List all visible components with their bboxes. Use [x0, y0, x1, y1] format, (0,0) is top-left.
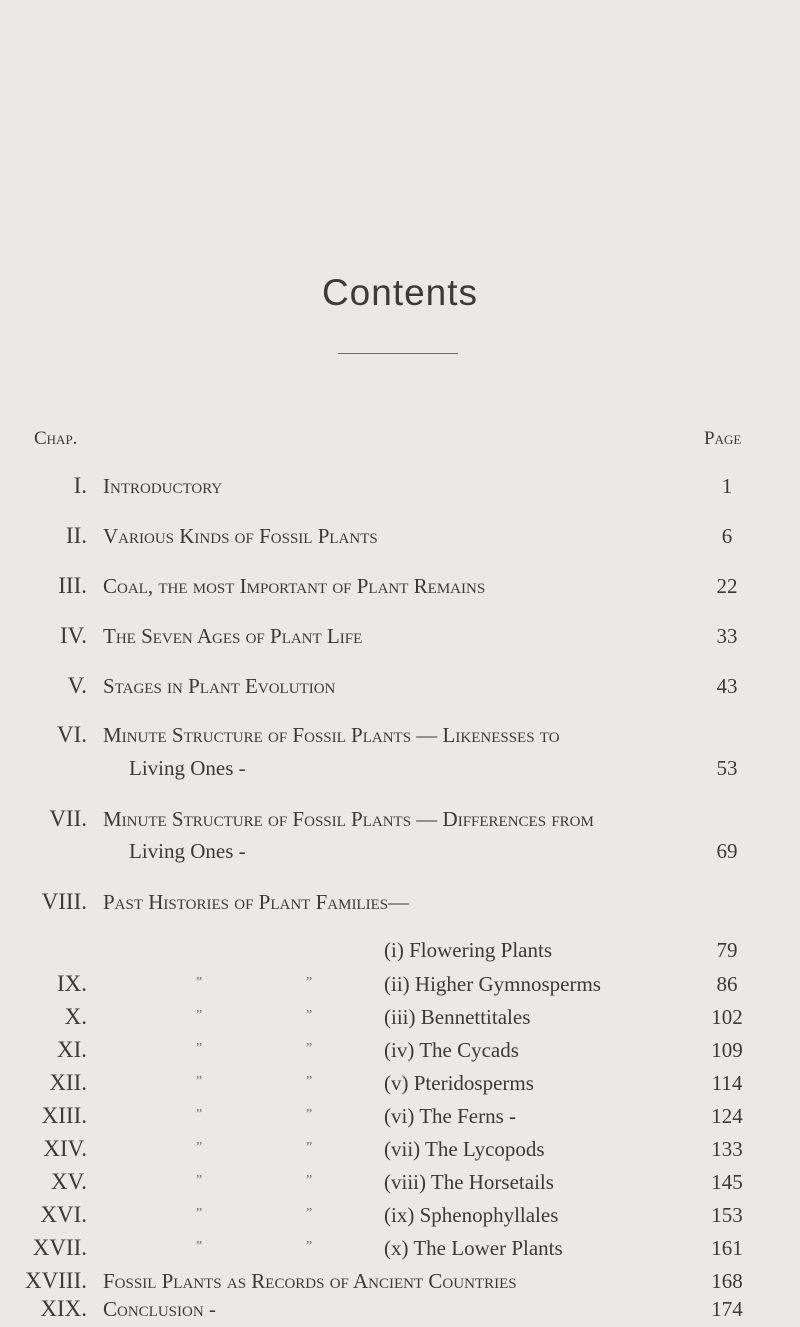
chapter-title[interactable]: (viii) The Horsetails: [384, 1170, 554, 1194]
ditto-mark: ”: [196, 1140, 203, 1155]
ditto-mark: ”: [306, 1206, 313, 1221]
chapter-title[interactable]: Minute Structure of Fossil Plants — Differences from: [103, 807, 594, 831]
chapter-number: IX.: [56, 971, 87, 996]
page-number: 168: [711, 1269, 743, 1293]
family-subtitle: (i) Flowering Plants: [384, 938, 552, 962]
page-number: 1: [721, 474, 733, 498]
page-number: 33: [716, 624, 738, 648]
chapter-number: XIII.: [41, 1103, 87, 1128]
page-number: 109: [711, 1038, 743, 1062]
chapter-number: XVI.: [40, 1202, 87, 1227]
ditto-mark: ”: [196, 1173, 203, 1188]
chapter-title[interactable]: (ix) Sphenophyllales: [384, 1203, 559, 1227]
chapter-number: XV.: [50, 1169, 87, 1194]
page-number: 153: [711, 1203, 743, 1227]
page-number: 174: [711, 1297, 743, 1321]
ditto-mark: ”: [306, 1041, 313, 1056]
chapter-title[interactable]: (iii) Bennettitales: [384, 1005, 531, 1029]
chapter-title[interactable]: (x) The Lower Plants: [384, 1236, 563, 1260]
ditto-mark: ”: [306, 1008, 313, 1023]
chapter-number: VII.: [49, 806, 87, 831]
chapter-title[interactable]: Various Kinds of Fossil Plants: [103, 524, 378, 548]
page-number: 114: [711, 1071, 743, 1095]
chapter-title[interactable]: (iv) The Cycads: [384, 1038, 519, 1062]
page-number: 102: [711, 1005, 743, 1029]
page-number: 161: [711, 1236, 743, 1260]
chapter-title[interactable]: Stages in Plant Evolution: [103, 674, 336, 698]
chapter-title-continuation: Living Ones -: [129, 756, 246, 780]
ditto-mark: ”: [196, 1239, 203, 1254]
chapter-title[interactable]: Minute Structure of Fossil Plants — Likenesses to: [103, 723, 560, 747]
ditto-mark: ”: [196, 1206, 203, 1221]
page-number: 53: [716, 756, 738, 780]
ditto-mark: ”: [196, 975, 203, 990]
chapter-title[interactable]: Introductory: [103, 474, 223, 498]
title-rule: [338, 353, 458, 354]
page-number: 133: [711, 1137, 743, 1161]
chapter-title[interactable]: Coal, the most Important of Plant Remains: [103, 574, 486, 598]
chapter-number: XVIII.: [25, 1268, 87, 1293]
chapter-title[interactable]: Conclusion -: [103, 1297, 216, 1321]
chapter-title[interactable]: Past Histories of Plant Families—: [103, 890, 410, 914]
ditto-mark: ”: [306, 1107, 313, 1122]
page-number: 43: [716, 674, 738, 698]
chapter-number: IV.: [59, 623, 87, 648]
chapter-number: I.: [73, 473, 87, 498]
chapter-number: II.: [65, 523, 87, 548]
chapter-title[interactable]: (vi) The Ferns -: [384, 1104, 516, 1128]
chapter-number: XI.: [56, 1037, 87, 1062]
page-number: 6: [721, 524, 733, 548]
page-number: 79: [716, 938, 738, 962]
page-number: 69: [716, 839, 738, 863]
chapter-number: XII.: [49, 1070, 87, 1095]
chapter-number: XIX.: [40, 1296, 87, 1321]
chapter-number: V.: [67, 673, 87, 698]
page-column-header: Page: [704, 428, 742, 449]
chapter-number: VI.: [56, 722, 87, 747]
chapter-number: III.: [58, 573, 87, 598]
ditto-mark: ”: [196, 1041, 203, 1056]
ditto-mark: ”: [306, 975, 313, 990]
ditto-mark: ”: [196, 1008, 203, 1023]
page-number: 145: [711, 1170, 743, 1194]
chap-column-header: Chap.: [34, 428, 78, 449]
chapter-title[interactable]: Fossil Plants as Records of Ancient Countries: [103, 1269, 517, 1293]
chapter-number: XVII.: [32, 1235, 87, 1260]
ditto-mark: ”: [196, 1107, 203, 1122]
chapter-title[interactable]: (vii) The Lycopods: [384, 1137, 545, 1161]
ditto-mark: ”: [196, 1074, 203, 1089]
chapter-title[interactable]: (v) Pteridosperms: [384, 1071, 534, 1095]
chapter-number: XIV.: [43, 1136, 87, 1161]
chapter-number: VIII.: [41, 889, 87, 914]
chapter-number: X.: [64, 1004, 87, 1029]
page-number: 86: [716, 972, 738, 996]
ditto-mark: ”: [306, 1239, 313, 1254]
chapter-title[interactable]: The Seven Ages of Plant Life: [103, 624, 363, 648]
ditto-mark: ”: [306, 1173, 313, 1188]
ditto-mark: ”: [306, 1140, 313, 1155]
chapter-title-continuation: Living Ones -: [129, 839, 246, 863]
chapter-title[interactable]: (ii) Higher Gymnosperms: [384, 972, 601, 996]
ditto-mark: ”: [306, 1074, 313, 1089]
page-number: 124: [711, 1104, 743, 1128]
page-number: 22: [716, 574, 738, 598]
page-title: Contents: [321, 272, 479, 313]
